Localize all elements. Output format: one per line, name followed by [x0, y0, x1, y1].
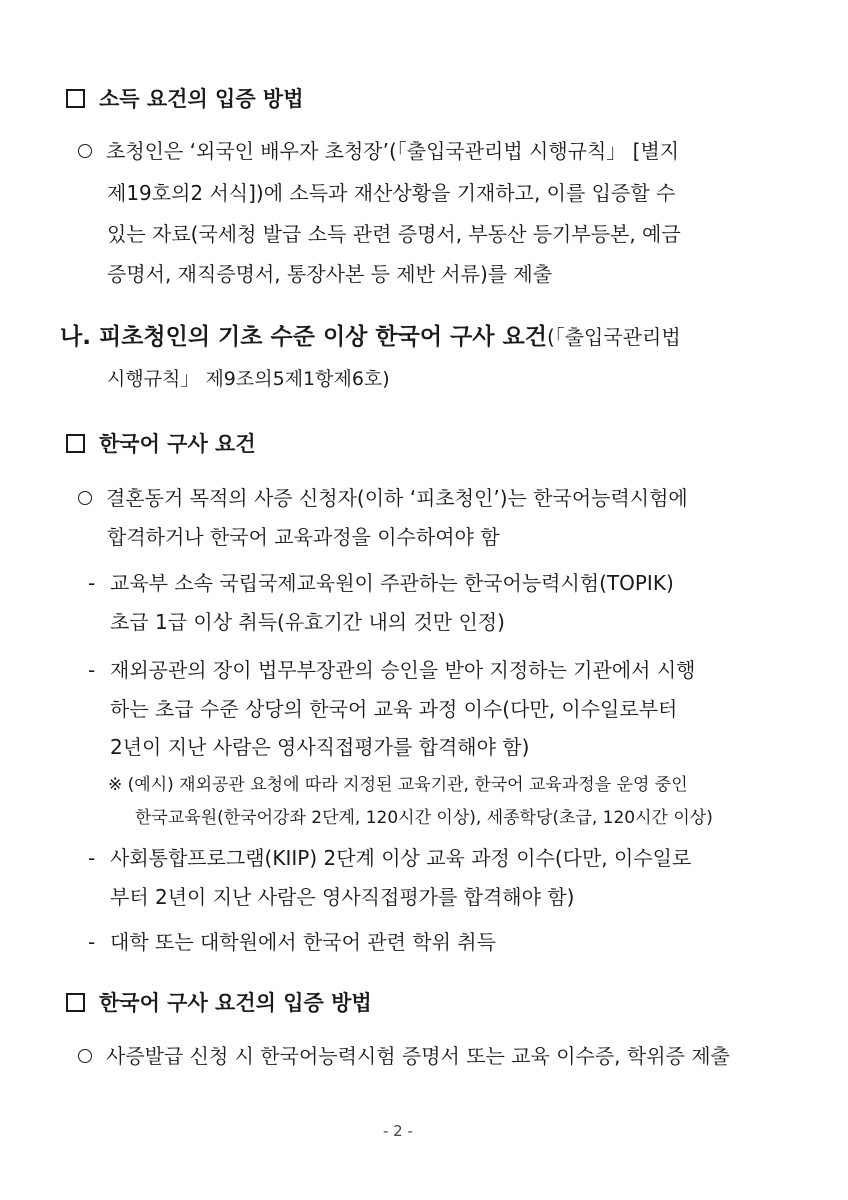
- dash-bullet-icon: -: [88, 658, 96, 682]
- square-bullet-icon: [66, 993, 85, 1012]
- section-heading-korean-requirement: [66, 428, 256, 458]
- dash-item-overseas-line-1: [88, 654, 695, 683]
- dash-bullet-icon: -: [88, 571, 96, 595]
- dash-bullet-icon: -: [88, 846, 96, 870]
- legal-reference: (「출입국관리법: [546, 325, 681, 349]
- square-bullet-icon: [66, 89, 85, 108]
- subheading-na: [60, 318, 681, 351]
- income-proof-line-2: 제19호의2 서식])에 소득과 재산상황을 기재하고, 이를 입증할 수: [107, 181, 676, 205]
- korean-requirement-line-1: [78, 482, 688, 511]
- list-item-text: 재외공관의 장이 법무부장관의 승인을 받아 지정하는 기관에서 시행: [110, 658, 696, 682]
- income-proof-line-3: 있는 자료(국세청 발급 소득 관련 증명서, 부동산 등기부등본, 예금: [107, 222, 681, 246]
- korean-requirement-line-2: 합격하거나 한국어 교육과정을 이수하여야 함: [107, 525, 500, 549]
- section-heading-text: 소득 요건의 입증 방법: [99, 87, 304, 111]
- paragraph-text: 결혼동거 목적의 사증 신청자(이하 ‘피초청인’)는 한국어능력시험에: [106, 486, 688, 510]
- subheading-label: 나. 피초청인의 기초 수준 이상 한국어 구사 요건: [60, 324, 547, 350]
- section-heading-korean-proof: [66, 987, 372, 1017]
- page-number: - 2 -: [383, 1122, 413, 1140]
- income-proof-line-1: [78, 135, 743, 164]
- subheading-na-reference-line: 시행규칙」 제9조의5제1항제6호): [107, 368, 390, 390]
- dash-item-overseas-line-3: 2년이 지난 사람은 영사직접평가를 합격해야 함): [110, 735, 530, 759]
- section-heading-text: 한국어 구사 요건: [99, 432, 256, 456]
- paragraph-text: 사증발급 신청 시 한국어능력시험 증명서 또는 교육 이수증, 학위증 제출: [106, 1044, 730, 1068]
- dash-bullet-icon: -: [88, 930, 96, 954]
- paragraph-text: 초청인은 ‘외국인 배우자 초청장’(「출입국관리법 시행규칙」 [별지: [106, 139, 680, 163]
- circle-bullet-icon: [78, 491, 92, 505]
- circle-bullet-icon: [78, 144, 92, 158]
- dash-item-degree: [88, 926, 496, 955]
- dash-item-overseas-line-2: 하는 초급 수준 상당의 한국어 교육 과정 이수(다만, 이수일로부터: [110, 697, 678, 721]
- section-heading-income-proof: [66, 83, 304, 113]
- korean-proof-line-1: [78, 1040, 730, 1069]
- section-heading-text: 한국어 구사 요건의 입증 방법: [99, 991, 372, 1015]
- note-line-2: 한국교육원(한국어강좌 2단계, 120시간 이상), 세종학당(초급, 120시간 이상): [135, 808, 713, 828]
- note-text: (예시) 재외공관 요청에 따라 지정된 교육기관, 한국어 교육과정을 운영 중인: [127, 775, 688, 795]
- dash-item-kiip-line-2: 부터 2년이 지난 사람은 영사직접평가를 합격해야 함): [110, 885, 575, 909]
- dash-item-kiip-line-1: [88, 842, 691, 871]
- income-proof-line-4: 증명서, 재직증명서, 통장사본 등 제반 서류)를 제출: [107, 262, 553, 286]
- list-item-text: 대학 또는 대학원에서 한국어 관련 학위 취득: [110, 930, 496, 954]
- square-bullet-icon: [66, 434, 85, 453]
- list-item-text: 사회통합프로그램(KIIP) 2단계 이상 교육 과정 이수(다만, 이수일로: [110, 846, 692, 870]
- note-line-1: [108, 770, 688, 795]
- list-item-text: 교육부 소속 국립국제교육원이 주관하는 한국어능력시험(TOPIK): [110, 571, 674, 595]
- reference-mark-icon: ※: [108, 775, 123, 795]
- dash-item-topik-line-2: 초급 1급 이상 취득(유효기간 내의 것만 인정): [110, 610, 505, 634]
- circle-bullet-icon: [78, 1049, 92, 1063]
- dash-item-topik-line-1: [88, 567, 674, 596]
